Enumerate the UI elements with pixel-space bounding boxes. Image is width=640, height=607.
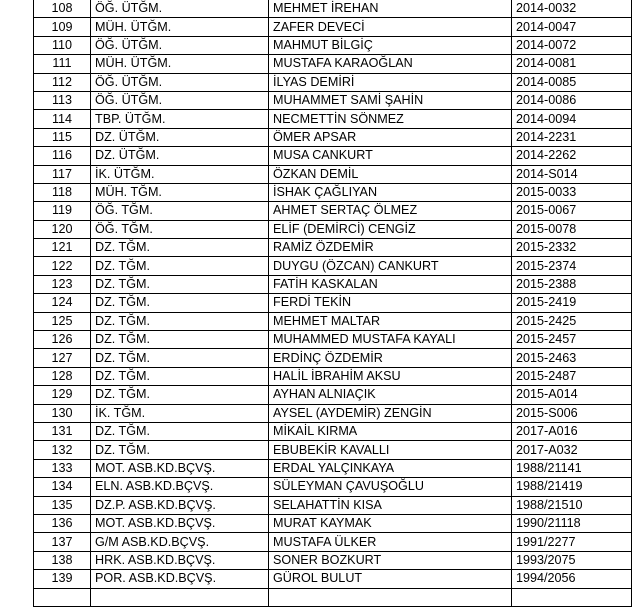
full-name-cell: NECMETTİN SÖNMEZ xyxy=(269,110,512,128)
row-number-cell: 126 xyxy=(34,331,91,349)
row-number-cell: 134 xyxy=(34,478,91,496)
table-row xyxy=(34,128,632,146)
registry-number-cell: 2014-S014 xyxy=(512,165,632,183)
registry-number-cell: 2015-2425 xyxy=(512,312,632,330)
registry-number-cell: 2015-2463 xyxy=(512,349,632,367)
table-row xyxy=(34,386,632,404)
full-name-cell: EBUBEKİR KAVALLI xyxy=(269,441,512,459)
row-number-cell: 124 xyxy=(34,294,91,312)
rank-cell: DZ. TĞM. xyxy=(91,349,269,367)
row-number-cell: 130 xyxy=(34,404,91,422)
full-name-cell: ERDİNÇ ÖZDEMİR xyxy=(269,349,512,367)
full-name-cell: ZAFER DEVECİ xyxy=(269,18,512,36)
full-name-cell: ÖZKAN DEMİL xyxy=(269,165,512,183)
full-name-cell: MUHAMMED MUSTAFA KAYALI xyxy=(269,331,512,349)
table-row xyxy=(34,514,632,532)
table-row xyxy=(34,404,632,422)
full-name-cell: MUSTAFA ÜLKER xyxy=(269,533,512,551)
table-row xyxy=(34,220,632,238)
full-name-cell: FERDİ TEKİN xyxy=(269,294,512,312)
table-row xyxy=(34,202,632,220)
rank-cell: DZ. ÜTĞM. xyxy=(91,128,269,146)
full-name-cell: AYSEL (AYDEMİR) ZENGİN xyxy=(269,404,512,422)
registry-number-cell: 2015-2388 xyxy=(512,275,632,293)
full-name-cell: SÜLEYMAN ÇAVUŞOĞLU xyxy=(269,478,512,496)
registry-number-cell: 2015-2332 xyxy=(512,239,632,257)
full-name-cell: İSHAK ÇAĞLIYAN xyxy=(269,183,512,201)
rank-cell: MOT. ASB.KD.BÇVŞ. xyxy=(91,459,269,477)
registry-number-cell: 1988/21419 xyxy=(512,478,632,496)
row-number-cell: 122 xyxy=(34,257,91,275)
row-number-cell: 111 xyxy=(34,55,91,73)
full-name-cell: MURAT KAYMAK xyxy=(269,514,512,532)
row-number-cell: 133 xyxy=(34,459,91,477)
rank-cell: ÖĞ. ÜTĞM. xyxy=(91,0,269,18)
row-number-cell: 128 xyxy=(34,367,91,385)
row-number-cell: 129 xyxy=(34,386,91,404)
full-name-cell: MAHMUT BİLGİÇ xyxy=(269,36,512,54)
table-row xyxy=(34,478,632,496)
rank-cell: DZ. ÜTĞM. xyxy=(91,147,269,165)
registry-number-cell: 2015-0078 xyxy=(512,220,632,238)
row-number-cell: 127 xyxy=(34,349,91,367)
rank-cell: DZ. TĞM. xyxy=(91,257,269,275)
table-row xyxy=(34,91,632,109)
registry-number-cell: 2014-0086 xyxy=(512,91,632,109)
registry-number-cell: 1990/21118 xyxy=(512,514,632,532)
rank-cell: ÖĞ. ÜTĞM. xyxy=(91,73,269,91)
table-row xyxy=(34,496,632,514)
full-name-cell: AHMET SERTAÇ ÖLMEZ xyxy=(269,202,512,220)
registry-number-cell: 1988/21510 xyxy=(512,496,632,514)
registry-number-cell: 2014-0032 xyxy=(512,0,632,18)
row-number-cell: 112 xyxy=(34,73,91,91)
full-name-cell: İLYAS DEMİRİ xyxy=(269,73,512,91)
registry-number-cell: 2014-0085 xyxy=(512,73,632,91)
registry-number-cell: 2017-A032 xyxy=(512,441,632,459)
personnel-table-body xyxy=(34,0,632,606)
table-row xyxy=(34,18,632,36)
registry-number-cell: 2015-0033 xyxy=(512,183,632,201)
rank-cell: DZ. TĞM. xyxy=(91,239,269,257)
row-number-cell xyxy=(34,588,91,606)
registry-number-cell: 2015-S006 xyxy=(512,404,632,422)
rank-cell: ÖĞ. ÜTĞM. xyxy=(91,36,269,54)
row-number-cell: 115 xyxy=(34,128,91,146)
row-number-cell: 125 xyxy=(34,312,91,330)
row-number-cell: 138 xyxy=(34,551,91,569)
full-name-cell: MUHAMMET SAMİ ŞAHİN xyxy=(269,91,512,109)
table-row xyxy=(34,422,632,440)
rank-cell: MÜH. ÜTĞM. xyxy=(91,55,269,73)
row-number-cell: 136 xyxy=(34,514,91,532)
table-row xyxy=(34,367,632,385)
registry-number-cell xyxy=(512,588,632,606)
table-row xyxy=(34,257,632,275)
rank-cell: ÖĞ. TĞM. xyxy=(91,202,269,220)
row-number-cell: 121 xyxy=(34,239,91,257)
rank-cell: DZ. TĞM. xyxy=(91,367,269,385)
row-number-cell: 118 xyxy=(34,183,91,201)
full-name-cell: FATİH KASKALAN xyxy=(269,275,512,293)
registry-number-cell: 2014-0072 xyxy=(512,36,632,54)
table-row xyxy=(34,312,632,330)
rank-cell: İK. TĞM. xyxy=(91,404,269,422)
table-row xyxy=(34,459,632,477)
rank-cell: DZ. TĞM. xyxy=(91,441,269,459)
row-number-cell: 139 xyxy=(34,570,91,588)
registry-number-cell: 2015-A014 xyxy=(512,386,632,404)
full-name-cell: MİKAİL KIRMA xyxy=(269,422,512,440)
row-number-cell: 120 xyxy=(34,220,91,238)
rank-cell: ELN. ASB.KD.BÇVŞ. xyxy=(91,478,269,496)
row-number-cell: 119 xyxy=(34,202,91,220)
registry-number-cell: 2014-0094 xyxy=(512,110,632,128)
full-name-cell: AYHAN ALNIAÇIK xyxy=(269,386,512,404)
registry-number-cell: 2017-A016 xyxy=(512,422,632,440)
table-row xyxy=(34,55,632,73)
personnel-table xyxy=(33,0,632,607)
table-row xyxy=(34,110,632,128)
registry-number-cell: 2015-2419 xyxy=(512,294,632,312)
registry-number-cell: 2015-2374 xyxy=(512,257,632,275)
registry-number-cell: 2014-0047 xyxy=(512,18,632,36)
table-row xyxy=(34,0,632,18)
rank-cell: MÜH. TĞM. xyxy=(91,183,269,201)
registry-number-cell: 2014-0081 xyxy=(512,55,632,73)
full-name-cell: HALİL İBRAHİM AKSU xyxy=(269,367,512,385)
registry-number-cell: 1994/2056 xyxy=(512,570,632,588)
full-name-cell: MEHMET MALTAR xyxy=(269,312,512,330)
table-row xyxy=(34,551,632,569)
table-row xyxy=(34,331,632,349)
registry-number-cell: 1991/2277 xyxy=(512,533,632,551)
row-number-cell: 109 xyxy=(34,18,91,36)
full-name-cell: ERDAL YALÇINKAYA xyxy=(269,459,512,477)
full-name-cell xyxy=(269,588,512,606)
rank-cell: G/M ASB.KD.BÇVŞ. xyxy=(91,533,269,551)
full-name-cell: MUSTAFA KARAOĞLAN xyxy=(269,55,512,73)
full-name-cell: MUSA CANKURT xyxy=(269,147,512,165)
rank-cell: MOT. ASB.KD.BÇVŞ. xyxy=(91,514,269,532)
table-row xyxy=(34,441,632,459)
roster-document xyxy=(33,0,631,607)
registry-number-cell: 2014-2262 xyxy=(512,147,632,165)
registry-number-cell: 2014-2231 xyxy=(512,128,632,146)
rank-cell xyxy=(91,588,269,606)
table-row xyxy=(34,588,632,606)
table-row xyxy=(34,275,632,293)
row-number-cell: 110 xyxy=(34,36,91,54)
rank-cell: ÖĞ. TĞM. xyxy=(91,220,269,238)
rank-cell: DZ. TĞM. xyxy=(91,331,269,349)
table-row xyxy=(34,73,632,91)
table-row xyxy=(34,349,632,367)
table-row xyxy=(34,239,632,257)
rank-cell: DZ. TĞM. xyxy=(91,312,269,330)
full-name-cell: SONER BOZKURT xyxy=(269,551,512,569)
table-row xyxy=(34,165,632,183)
row-number-cell: 113 xyxy=(34,91,91,109)
rank-cell: DZ. TĞM. xyxy=(91,422,269,440)
registry-number-cell: 2015-0067 xyxy=(512,202,632,220)
full-name-cell: MEHMET İREHAN xyxy=(269,0,512,18)
rank-cell: DZ. TĞM. xyxy=(91,386,269,404)
registry-number-cell: 1993/2075 xyxy=(512,551,632,569)
registry-number-cell: 2015-2457 xyxy=(512,331,632,349)
row-number-cell: 131 xyxy=(34,422,91,440)
rank-cell: DZ. TĞM. xyxy=(91,294,269,312)
row-number-cell: 116 xyxy=(34,147,91,165)
row-number-cell: 117 xyxy=(34,165,91,183)
row-number-cell: 137 xyxy=(34,533,91,551)
rank-cell: POR. ASB.KD.BÇVŞ. xyxy=(91,570,269,588)
full-name-cell: ELİF (DEMİRCİ) CENGİZ xyxy=(269,220,512,238)
full-name-cell: SELAHATTİN KISA xyxy=(269,496,512,514)
table-row xyxy=(34,147,632,165)
row-number-cell: 132 xyxy=(34,441,91,459)
rank-cell: İK. ÜTĞM. xyxy=(91,165,269,183)
full-name-cell: RAMİZ ÖZDEMİR xyxy=(269,239,512,257)
registry-number-cell: 2015-2487 xyxy=(512,367,632,385)
row-number-cell: 114 xyxy=(34,110,91,128)
row-number-cell: 123 xyxy=(34,275,91,293)
table-row xyxy=(34,36,632,54)
full-name-cell: DUYGU (ÖZCAN) CANKURT xyxy=(269,257,512,275)
registry-number-cell: 1988/21141 xyxy=(512,459,632,477)
table-row xyxy=(34,570,632,588)
rank-cell: MÜH. ÜTĞM. xyxy=(91,18,269,36)
table-row xyxy=(34,183,632,201)
rank-cell: HRK. ASB.KD.BÇVŞ. xyxy=(91,551,269,569)
rank-cell: TBP. ÜTĞM. xyxy=(91,110,269,128)
row-number-cell: 108 xyxy=(34,0,91,18)
rank-cell: DZ.P. ASB.KD.BÇVŞ. xyxy=(91,496,269,514)
rank-cell: ÖĞ. ÜTĞM. xyxy=(91,91,269,109)
table-row xyxy=(34,533,632,551)
row-number-cell: 135 xyxy=(34,496,91,514)
rank-cell: DZ. TĞM. xyxy=(91,275,269,293)
table-row xyxy=(34,294,632,312)
full-name-cell: ÖMER APSAR xyxy=(269,128,512,146)
full-name-cell: GÜROL BULUT xyxy=(269,570,512,588)
